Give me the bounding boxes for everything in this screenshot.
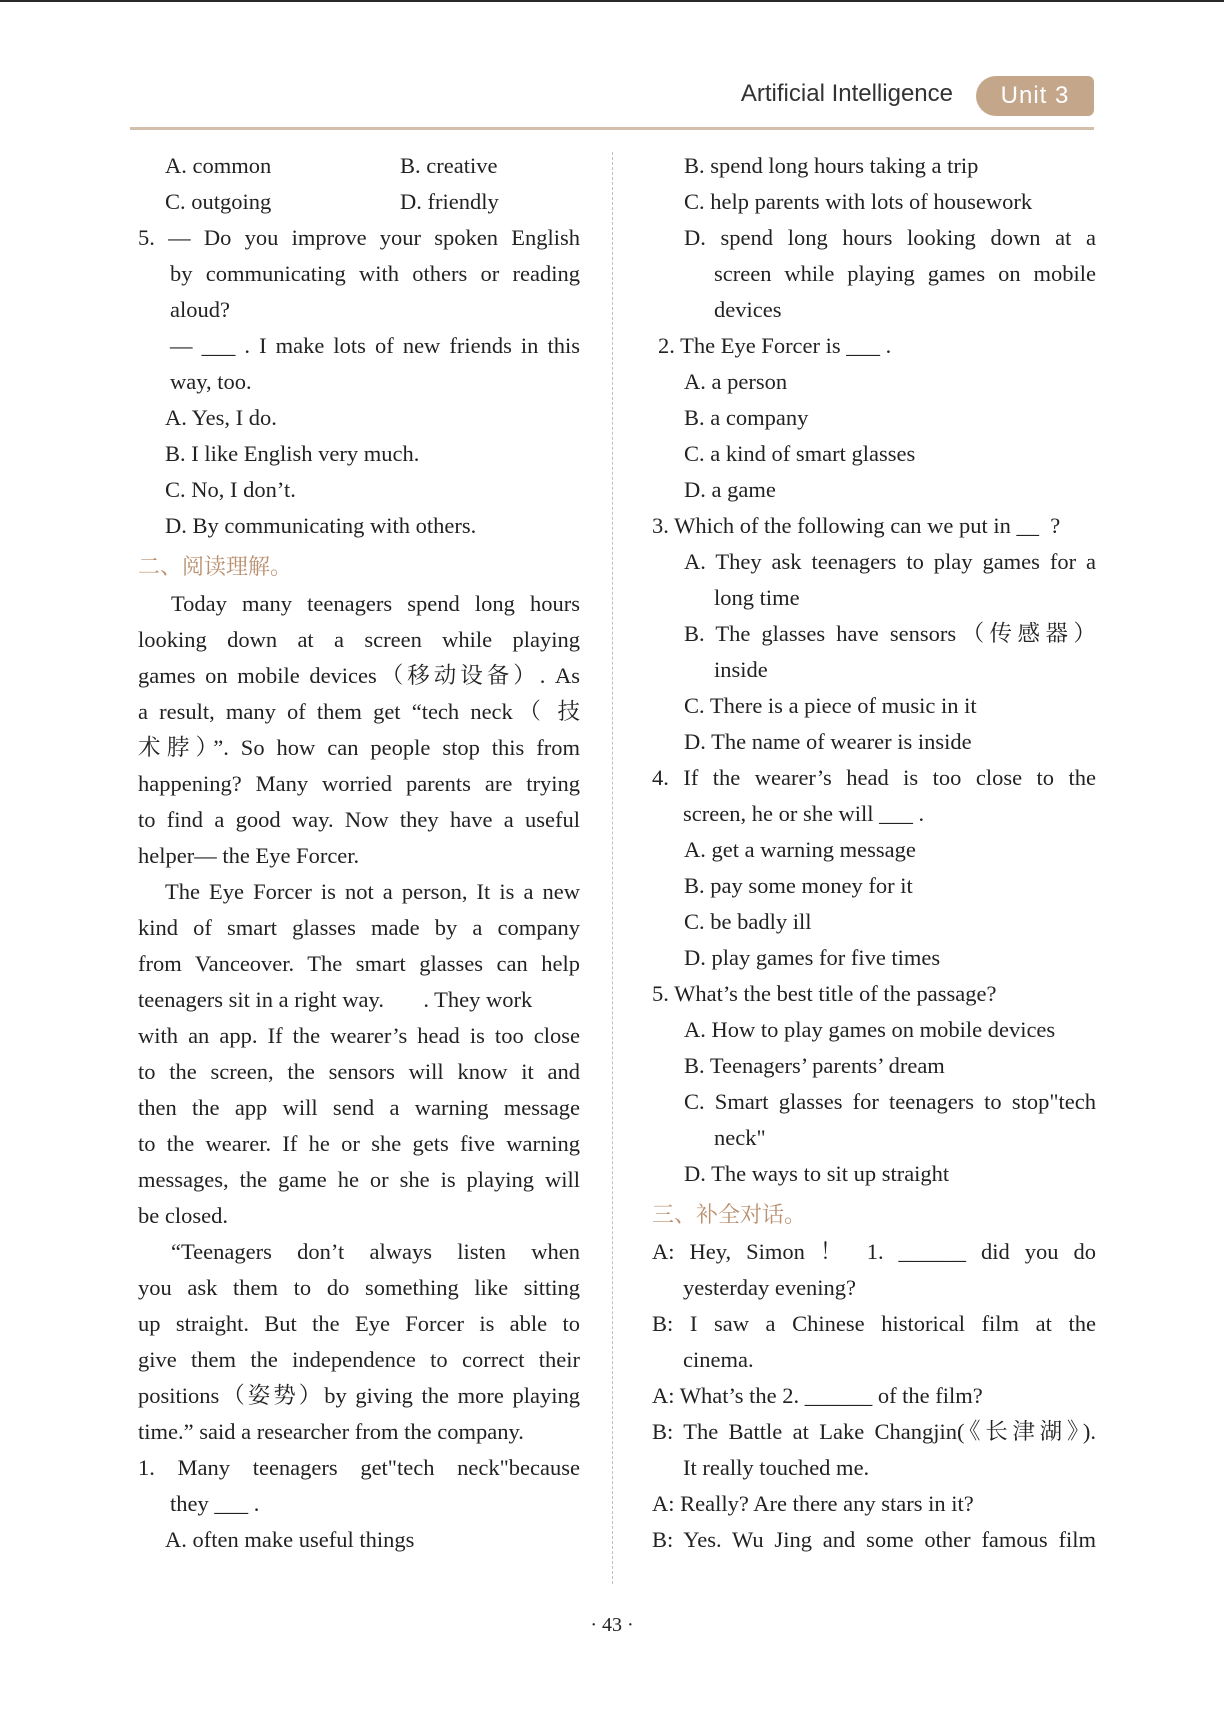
passage-line: you ask them to do something like sitting <box>138 1275 580 1300</box>
question-5-line: by communicating with others or reading <box>170 261 580 286</box>
question-2-option: D. a game <box>684 477 776 502</box>
dialogue-line: cinema. <box>683 1347 754 1372</box>
dialogue-line: B: I saw a Chinese historical film at the <box>652 1311 1096 1336</box>
dialogue-line: A: Hey, Simon ！ 1. ______ did you do <box>652 1239 1096 1264</box>
section-heading-reading: 二、阅读理解。 <box>138 555 293 580</box>
question-5-stem: 5. What’s the best title of the passage? <box>652 981 997 1006</box>
passage-line: “Teenagers don’t always listen when <box>171 1239 580 1264</box>
passage-line: happening? Many worried parents are trying <box>138 771 580 796</box>
question-5-option: A. How to play games on mobile devices <box>684 1017 1056 1042</box>
running-header-title: Artificial Intelligence <box>740 80 953 107</box>
dialogue-line: yesterday evening? <box>683 1275 857 1300</box>
question-2-option: C. a kind of smart glasses <box>684 441 916 466</box>
question-1-stem: they ___ . <box>170 1491 260 1516</box>
passage-line: be closed. <box>138 1203 228 1228</box>
question-4-option: C. be badly ill <box>684 909 812 934</box>
question-1-option: B. spend long hours taking a trip <box>684 153 979 178</box>
question-5-option: A. Yes, I do. <box>165 405 277 430</box>
question-1-option: C. help parents with lots of housework <box>684 189 1033 214</box>
question-5-line: way, too. <box>170 369 252 394</box>
question-3-option: A. They ask teenagers to play games for a <box>684 549 1096 574</box>
option-b: B. creative <box>400 153 498 178</box>
passage-line: messages, the game he or she is playing will <box>138 1167 580 1192</box>
passage-line: up straight. But the Eye Forcer is able to <box>138 1311 580 1336</box>
passage-line: positions（姿势）by giving the more playing <box>138 1383 580 1408</box>
page-number: · 43 · <box>590 1614 634 1636</box>
question-5-option: D. The ways to sit up straight <box>684 1161 950 1186</box>
dialogue-line: It really touched me. <box>683 1455 870 1480</box>
question-3-stem: 3. Which of the following can we put in __ ? <box>652 513 1061 538</box>
question-5-option: B. I like English very much. <box>165 441 420 466</box>
top-border-rule <box>0 0 1224 2</box>
option-a: A. common <box>165 153 272 178</box>
option-row <box>138 148 580 184</box>
passage-line: to the screen, the sensors will know it and <box>138 1059 580 1084</box>
passage-line: teenagers sit in a right way. . They work <box>138 987 533 1012</box>
question-4-option: B. pay some money for it <box>684 873 913 898</box>
passage-line: looking down at a screen while playing <box>138 627 580 652</box>
passage-line: kind of smart glasses made by a company <box>138 915 580 940</box>
right-column <box>652 148 1096 1558</box>
passage-line: time.” said a researcher from the company. <box>138 1419 524 1444</box>
question-4-stem: 4. If the wearer’s head is too close to the <box>652 765 1096 790</box>
question-1-option: devices <box>714 297 782 322</box>
question-3-option: C. There is a piece of music in it <box>684 693 977 718</box>
unit-badge: Unit 3 <box>976 76 1094 116</box>
question-1-option: D. spend long hours looking down at a <box>684 225 1096 250</box>
left-column <box>138 148 580 1558</box>
question-1-option: A. often make useful things <box>165 1527 415 1552</box>
question-3-option: long time <box>714 585 800 610</box>
question-5-option: D. By communicating with others. <box>165 513 477 538</box>
question-5-option: C. Smart glasses for teenagers to stop"tech <box>684 1089 1096 1114</box>
dialogue-line: A: What’s the 2. ______ of the film? <box>652 1383 983 1408</box>
question-1-stem: 1. Many teenagers get"tech neck"because <box>138 1455 580 1480</box>
passage-line: 术脖）”. So how can people stop this from <box>138 735 580 760</box>
question-4-option: A. get a warning message <box>684 837 916 862</box>
question-5-option: neck" <box>714 1125 766 1150</box>
passage-line: with an app. If the wearer’s head is too close <box>138 1023 580 1048</box>
passage-line: The Eye Forcer is not a person, It is a new <box>165 879 580 904</box>
passage-line: from Vanceover. The smart glasses can help <box>138 951 580 976</box>
passage-line: a result, many of them get “tech neck（ 技 <box>138 699 580 724</box>
passage-line: to the wearer. If he or she gets five warning <box>138 1131 580 1156</box>
passage-line: helper— the Eye Forcer. <box>138 843 360 868</box>
section-heading-dialogue: 三、补全对话。 <box>652 1203 807 1228</box>
question-1-option: screen while playing games on mobile <box>714 261 1096 286</box>
passage-line: games on mobile devices（移动设备）. As <box>138 663 580 688</box>
question-2-stem: 2. The Eye Forcer is ___ . <box>658 333 892 358</box>
column-divider <box>612 152 613 1584</box>
option-c: C. outgoing <box>165 189 272 214</box>
question-2-option: A. a person <box>684 369 788 394</box>
question-3-option: D. The name of wearer is inside <box>684 729 972 754</box>
question-4-option: D. play games for five times <box>684 945 941 970</box>
header-rule <box>130 127 1094 130</box>
dialogue-line: B: The Battle at Lake Changjin(《长津湖》). <box>652 1419 1096 1444</box>
question-5-line: 5. — Do you improve your spoken English <box>138 225 580 250</box>
question-4-stem: screen, he or she will ___ . <box>683 801 925 826</box>
question-3-option: inside <box>714 657 768 682</box>
question-5-option: C. No, I don’t. <box>165 477 296 502</box>
question-5-line: aloud? <box>170 297 230 322</box>
dialogue-line: B: Yes. Wu Jing and some other famous film <box>652 1527 1096 1552</box>
passage-line: to find a good way. Now they have a useful <box>138 807 580 832</box>
option-row <box>138 184 580 220</box>
passage-line: give them the independence to correct their <box>138 1347 580 1372</box>
question-5-option: B. Teenagers’ parents’ dream <box>684 1053 945 1078</box>
question-5-line: — ___ . I make lots of new friends in this <box>170 333 580 358</box>
passage-line: then the app will send a warning message <box>138 1095 580 1120</box>
passage-line: Today many teenagers spend long hours <box>171 591 580 616</box>
dialogue-line: A: Really? Are there any stars in it? <box>652 1491 974 1516</box>
question-2-option: B. a company <box>684 405 809 430</box>
option-d: D. friendly <box>400 189 499 214</box>
question-3-option: B. The glasses have sensors（传感器） <box>684 621 1096 646</box>
